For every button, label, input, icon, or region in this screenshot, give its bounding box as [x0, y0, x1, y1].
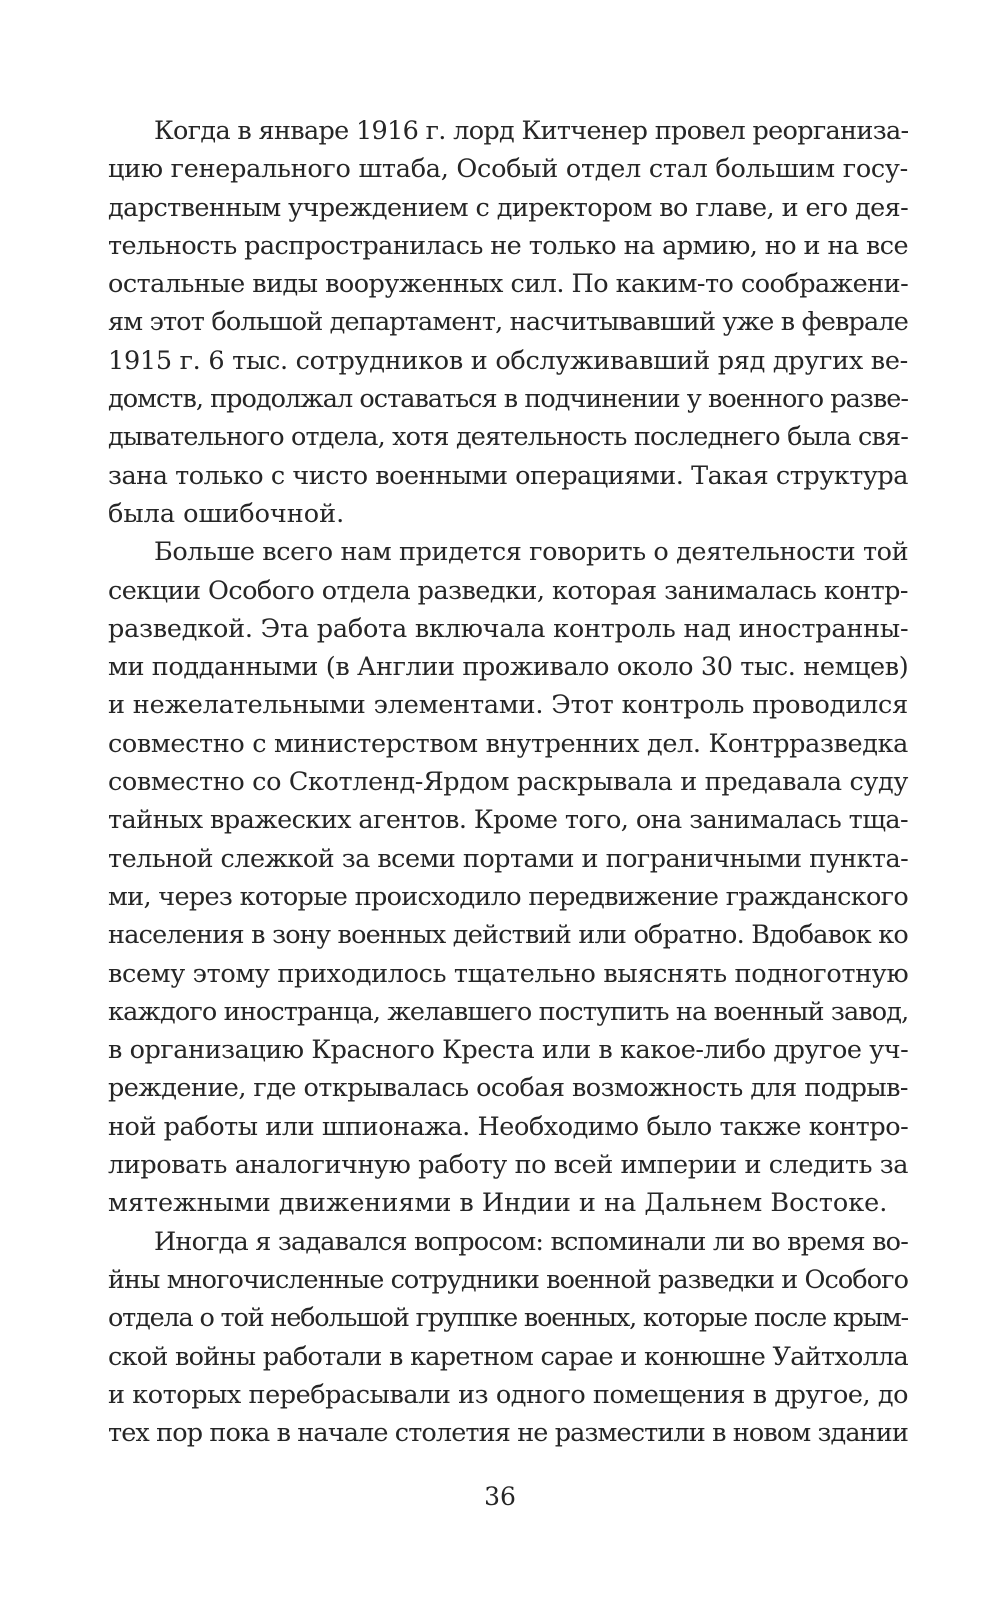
text-line: каждого иностранца, желавшего поступить на военный завод, — [108, 996, 909, 1027]
text-line: разведкой. Эта работа включала контроль над иностранны- — [108, 613, 909, 644]
text-line: Больше всего нам придется говорить о деятельности той — [154, 537, 909, 568]
text-line: тех пор пока в начале столетия не разместили в новом здании — [108, 1418, 909, 1449]
text-line: населения в зону военных действий или обратно. Вдобавок ко — [108, 920, 908, 951]
text-line: дарственным учреждением с директором во главе, и его дея- — [108, 192, 909, 223]
text-line: и которых перебрасывали из одного помещения в другое, до — [108, 1379, 908, 1410]
text-line: Иногда я задавался вопросом: вспоминали ли во время во- — [154, 1226, 908, 1257]
text-line: тельной слежкой за всеми портами и пограничными пункта- — [108, 843, 909, 874]
text-line: дывательного отдела, хотя деятельность последнего была свя- — [108, 422, 908, 453]
text-line: Когда в январе 1916 г. лорд Китченер провел реорганиза- — [154, 116, 909, 146]
text-line: ной работы или шпионажа. Необходимо было также контро- — [108, 1111, 909, 1142]
text-line: тельность распространилась не только на армию, но и на все — [108, 230, 908, 261]
text-line: ской войны работали в каретном сарае и конюшне Уайтхолла — [108, 1341, 908, 1372]
text-line: отдела о той небольшой группке военных, которые после крым- — [108, 1303, 908, 1334]
text-line: лировать аналогичную работу по всей империи и следить за — [108, 1150, 908, 1181]
text-line: домств, продолжал оставаться в подчинении у военного разве- — [108, 384, 908, 415]
text-line: 1915 г. 6 тыс. сотрудников и обслуживавший ряд других ве- — [108, 345, 908, 376]
text-line: тайных вражеских агентов. Кроме того, она занималась тща- — [108, 805, 908, 836]
text-line: ми, через которые происходило передвижение гражданского — [108, 881, 908, 912]
text-line: всему этому приходилось тщательно выяснять подноготную — [108, 958, 909, 989]
text-line: реждение, где открывалась особая возможность для подрыв- — [108, 1073, 908, 1104]
text-line: цию генерального штаба, Особый отдел стал большим госу- — [108, 154, 908, 185]
text-line: совместно со Скотленд-Ярдом раскрывала и предавала суду — [108, 767, 908, 798]
page-number: 36 — [484, 1482, 516, 1511]
text-line: ми подданными (в Англии проживало около 30 тыс. немцев) — [108, 652, 909, 683]
text-line: остальные виды вооруженных сил. По каким-то соображени- — [108, 269, 909, 300]
text-line: ям этот большой департамент, насчитывавший уже в феврале — [108, 307, 908, 338]
text-line: была ошибочной. — [108, 498, 345, 529]
body-text — [108, 112, 908, 1452]
text-line: секции Особого отдела разведки, которая занималась контр- — [108, 575, 908, 606]
text-line: йны многочисленные сотрудники военной разведки и Особого — [108, 1264, 908, 1295]
text-line: в организацию Красного Креста или в какое-либо другое уч- — [108, 1035, 909, 1066]
text-line: мятежными движениями в Индии и на Дальнем Востоке. — [108, 1188, 888, 1219]
text-line: зана только с чисто военными операциями. Такая структура — [108, 460, 908, 491]
text-line: и нежелательными элементами. Этот контроль проводился — [108, 690, 908, 721]
text-line: совместно с министерством внутренних дел. Контрразведка — [108, 728, 908, 759]
